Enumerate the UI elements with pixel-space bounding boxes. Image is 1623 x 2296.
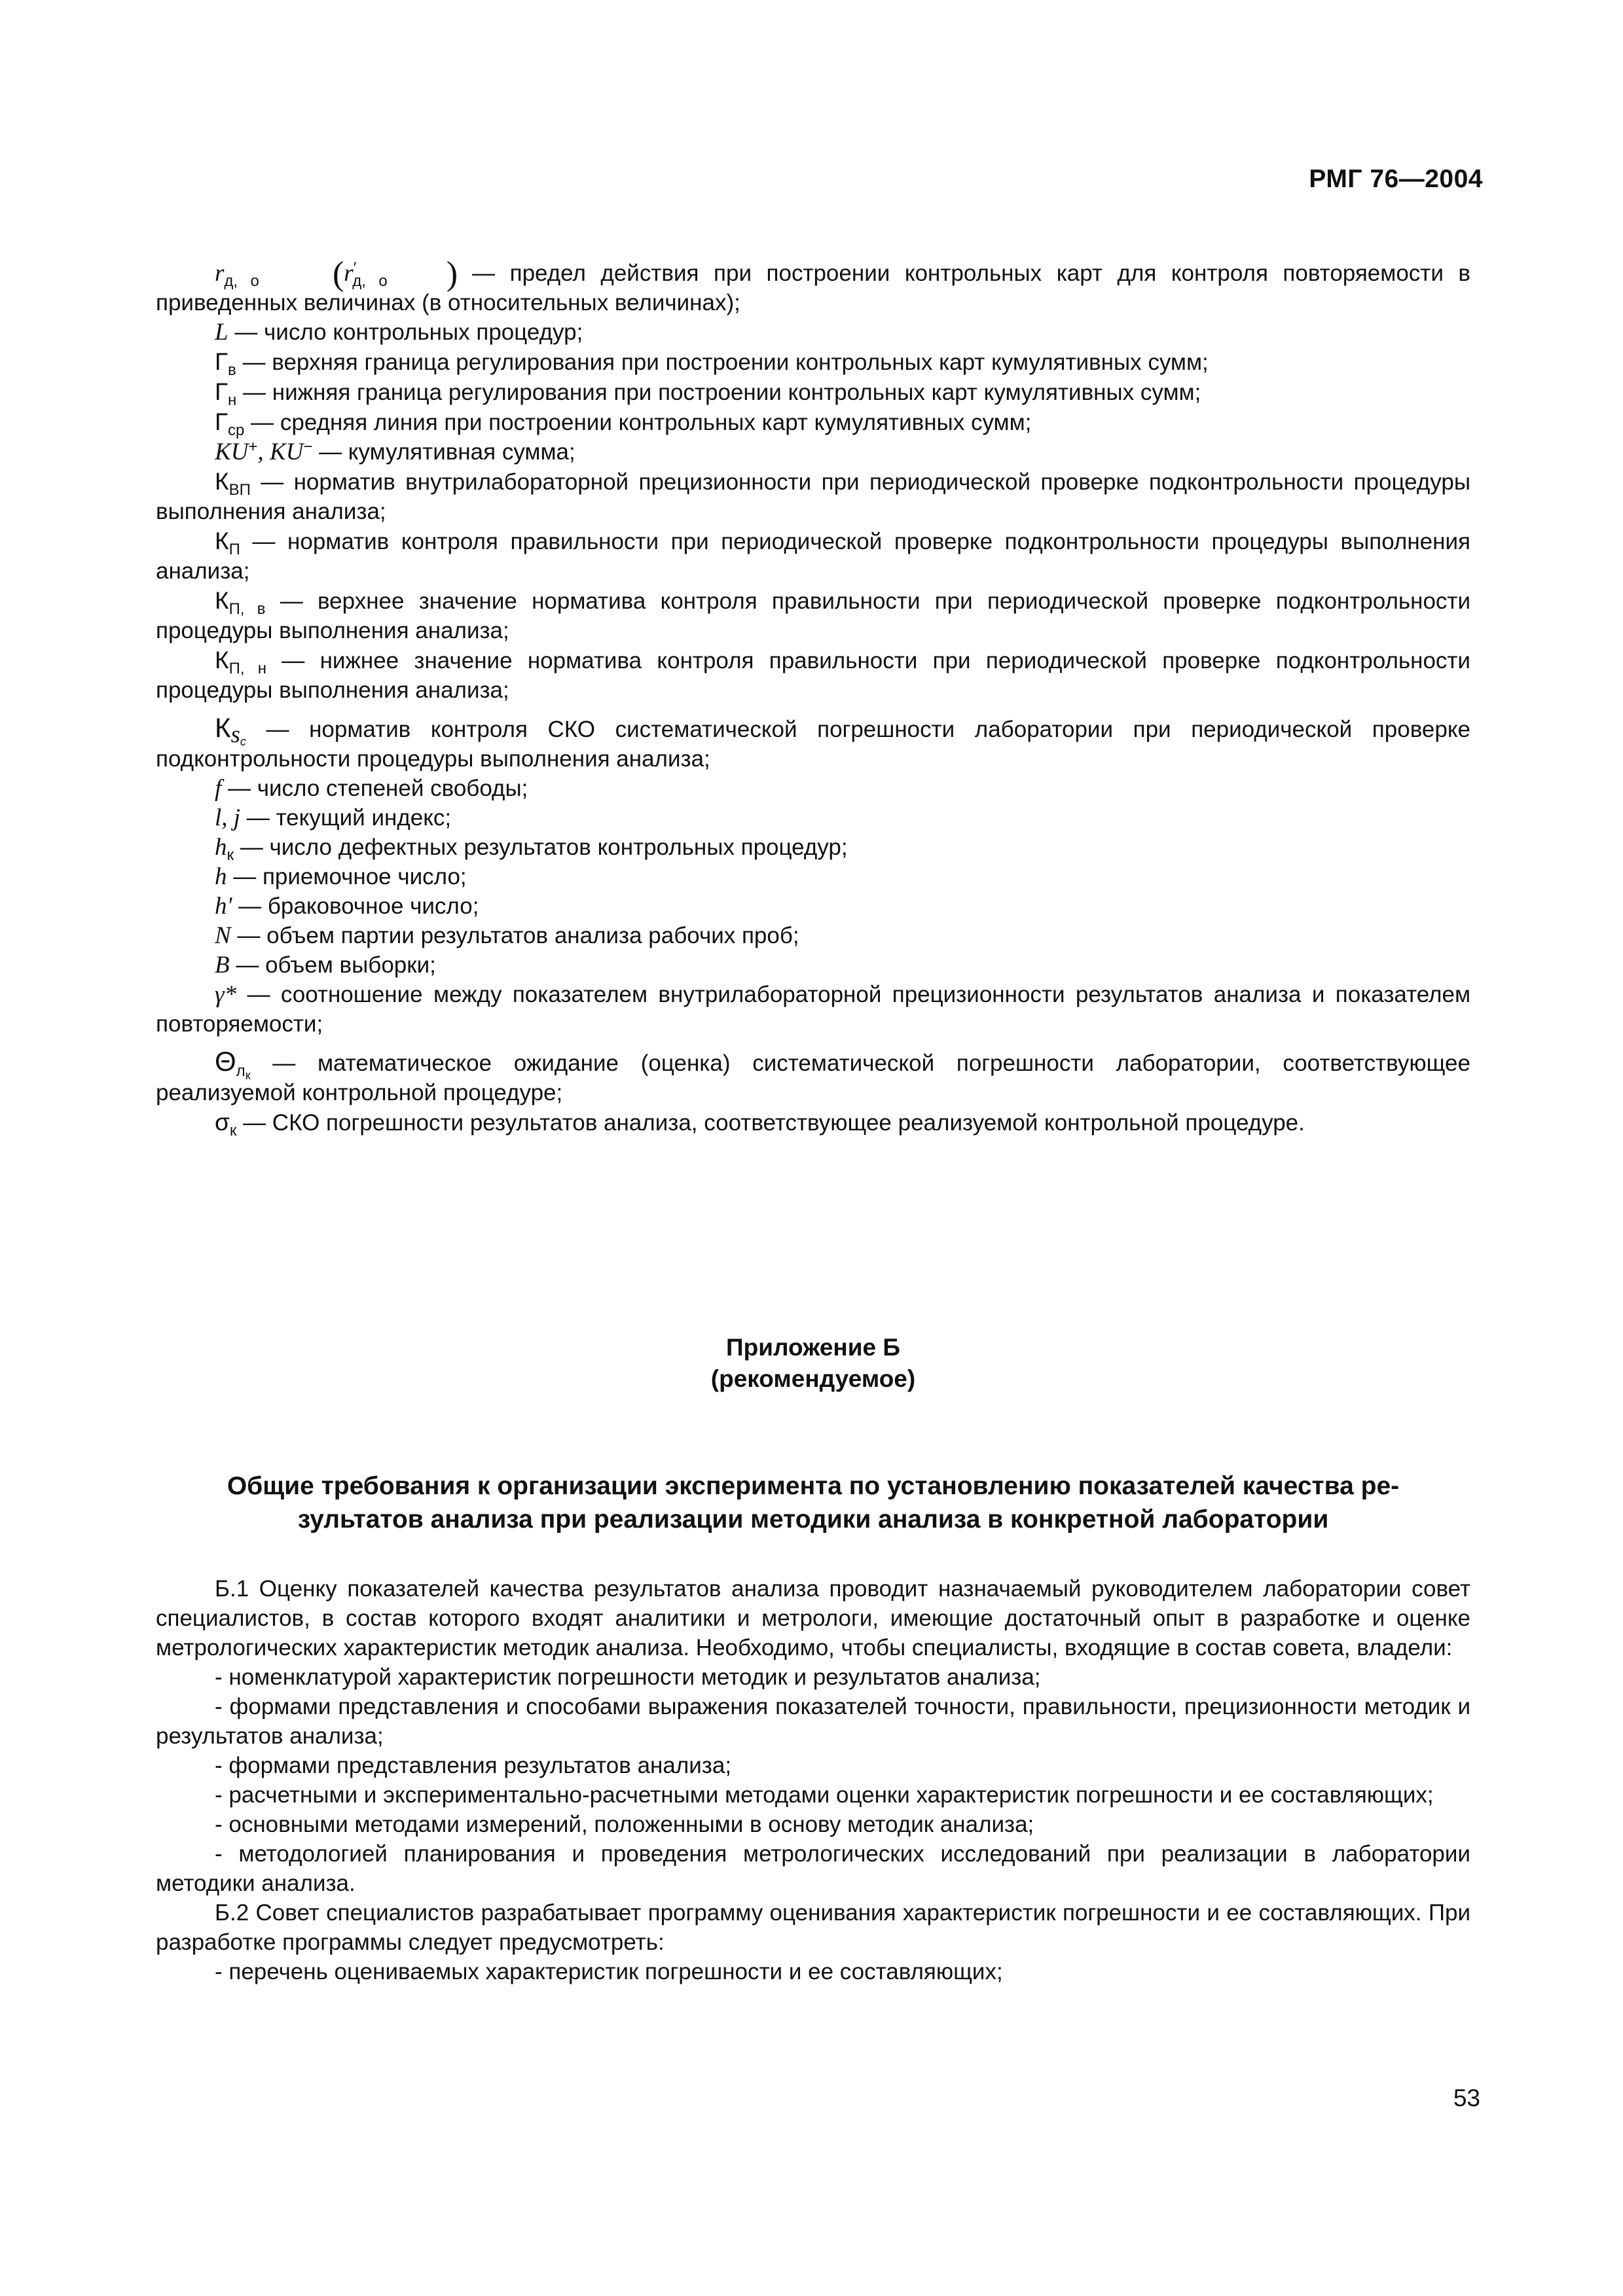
symbol: Г [215,408,228,435]
paragraph: Б.2 Совет специалистов разрабатывает программу оценивания характеристик погрешности и ее составляющих. При разработке программы следует предусмотреть: [156,1900,1470,1955]
appendix-label: Приложение Б [726,1334,900,1361]
list-item: - расчетными и экспериментально-расчетными методами оценки характеристик погрешности и ее составляющих; [215,1782,1434,1808]
document-code: РМГ 76—2004 [1309,165,1483,193]
symbol-definition [156,407,1470,437]
symbol-subscript: c [240,735,246,748]
symbol-definition [156,586,1470,645]
definition-text: — приемочное число; [233,864,467,889]
section-title [156,1469,1470,1536]
symbol-definition [156,526,1470,586]
symbol-definition [156,317,1470,347]
symbol-definition [156,1047,1470,1107]
paragraph: Б.1 Оценку показателей качества результатов анализа проводит назначаемый руководителем лаборатории совет специалистов, в состав которого входят аналитики и метрологи, имеющие достаточный опыт в разработке и оценке метрологических характеристик методик анализа. Необходимо, чтобы специалисты, входящие в состав совета, владели: [156,1576,1470,1660]
definition-text: — норматив контроля правильности при периодической проверке подконтрольности процедуры выполнения анализа; [156,529,1470,584]
appendix-status: (рекомендуемое) [710,1365,916,1392]
definition-text: — математическое ожидание (оценка) систематической погрешности лаборатории, соответствующее реализуемой контрольной процедуре; [156,1050,1470,1105]
symbol-definition: $r_{д, о}$ ($r'_{д, о}$ ) — предел действия при построении контрольных карт для контроля повторяемости в приведенных величинах (в относительных величинах); [156,255,1471,315]
symbol: h [215,834,227,861]
symbol-subscript: П [228,541,240,558]
symbol: N [215,922,231,949]
symbol-definition [156,803,1470,833]
symbol: B [215,952,230,978]
symbol-definition [156,833,1470,862]
definition-text: — соотношение между показателем внутрилабораторной прецизионности результатов анализа и показателем повторяемости; [156,982,1471,1037]
symbol: Θ [215,1046,236,1077]
definition-text: — число степеней свободы; [228,776,528,801]
symbol-definition [156,980,1470,1039]
symbol-superscript: + [248,438,258,456]
definition-text: — верхнее значение норматива контроля правильности при периодической проверке подконтрольности процедуры выполнения анализа; [156,588,1470,643]
definition-text: — браковочное число; [238,893,479,919]
definition-text: — верхняя граница регулирования при построении контрольных карт кумулятивных сумм; [242,350,1209,375]
symbol: KU [215,439,249,465]
symbol-subscript: л [236,1062,246,1080]
symbol: К [215,587,229,614]
symbol-subscript: s [230,721,240,748]
symbol-subscript: ср [228,422,245,439]
symbol-definition [156,1107,1470,1138]
symbol-subscript: к [245,1069,251,1082]
symbol-subscript: ВП [228,481,251,499]
symbol-definition: KU+, KU− — кумулятивная сумма; [215,438,575,465]
definition-text: — нижнее значение норматива контроля правильности при периодической проверке подконтрольности процедуры выполнения анализа; [156,648,1470,703]
symbol-definition [156,467,1470,526]
symbol-subscript: к [229,1122,237,1139]
symbol: L [215,319,228,346]
symbol-definition [156,347,1470,377]
list-item: - методологией планирования и проведения метрологических исследований при реализации в лаборатории методики анализа. [156,1841,1470,1896]
symbol: f [215,775,222,802]
definition-text: — СКО погрешности результатов анализа, соответствующее реализуемой контрольной процедуре. [243,1110,1305,1136]
appendix-heading [156,1332,1470,1395]
symbol: σ [215,1109,230,1136]
symbol: Г [215,348,228,375]
definition-text: — число дефектных результатов контрольных процедур; [240,834,848,860]
symbol-subscript: в [228,361,236,379]
symbol-superscript: − [303,438,313,456]
symbol-definition [156,862,1470,891]
symbol: KU [269,439,304,465]
section-body [156,1574,1470,1986]
definition-text: — норматив контроля СКО систематической погрешности лаборатории при периодической проверке подконтрольности процедуры выполнения анализа; [156,717,1470,772]
definition-text: — кумулятивная сумма; [319,439,575,465]
symbol-subscript: к [227,846,234,864]
definition-text: — текущий индекс; [246,805,452,831]
symbol-subscript: д, о [224,272,259,290]
symbol: h' [215,893,232,920]
symbol-subscript: д, о [352,272,388,290]
symbol-subscript: П, н [228,660,266,677]
definition-text: — средняя линия при построении контрольных карт кумулятивных сумм; [251,410,1032,435]
symbol-definition [156,774,1470,803]
definition-text: — предел действия при построении контрольных карт для контроля повторяемости в приведенных величинах (в относительных величинах); [156,260,1471,315]
symbol: К [215,712,231,743]
symbol: К [215,528,229,554]
list-item: - перечень оцениваемых характеристик погрешности и ее составляющих; [215,1959,1003,1984]
symbol: l, j [215,804,241,831]
definition-text: — норматив внутрилабораторной прецизионности при периодической проверке подконтрольности процедуры выполнения анализа; [156,469,1470,524]
symbol-definition [156,377,1470,407]
symbol-definition [156,921,1470,950]
definition-text: — объем выборки; [236,952,436,978]
symbol: r [215,260,225,287]
definition-text: — число контрольных процедур; [234,319,583,345]
symbol: h [215,863,227,890]
symbol: К [215,647,229,673]
symbol-definition [156,950,1470,980]
symbols-list [156,255,1471,1139]
symbol-definition [156,645,1470,705]
symbol-superscript: ′ [353,259,357,277]
list-item: - формами представления и способами выражения показателей точности, правильности, прецизионности методик и результатов анализа; [156,1694,1470,1749]
list-item: - формами представления результатов анализа; [215,1753,732,1778]
symbol-definition [156,713,1470,774]
section-title-line: Общие требования к организации эксперимента по установлению показателей качества ре- [227,1472,1400,1500]
section-title-line: зультатов анализа при реализации методики анализа в конкретной лаборатории [297,1505,1329,1534]
symbol: К [215,468,229,495]
page-number: 53 [1453,2085,1480,2111]
list-item: - номенклатурой характеристик погрешности методик и результатов анализа; [215,1664,1041,1690]
symbol-subscript: П, в [228,600,266,618]
symbol-definition [156,891,1470,921]
symbol-subscript: н [228,391,237,409]
list-item: - основными методами измерений, положенными в основу методик анализа; [215,1812,1034,1837]
symbol: r [344,260,354,287]
definition-text: — объем партии результатов анализа рабочих проб; [237,923,799,948]
symbol: γ* [215,981,237,1008]
symbol: Г [215,378,228,405]
definition-text: — нижняя граница регулирования при построении контрольных карт кумулятивных сумм; [243,380,1201,405]
